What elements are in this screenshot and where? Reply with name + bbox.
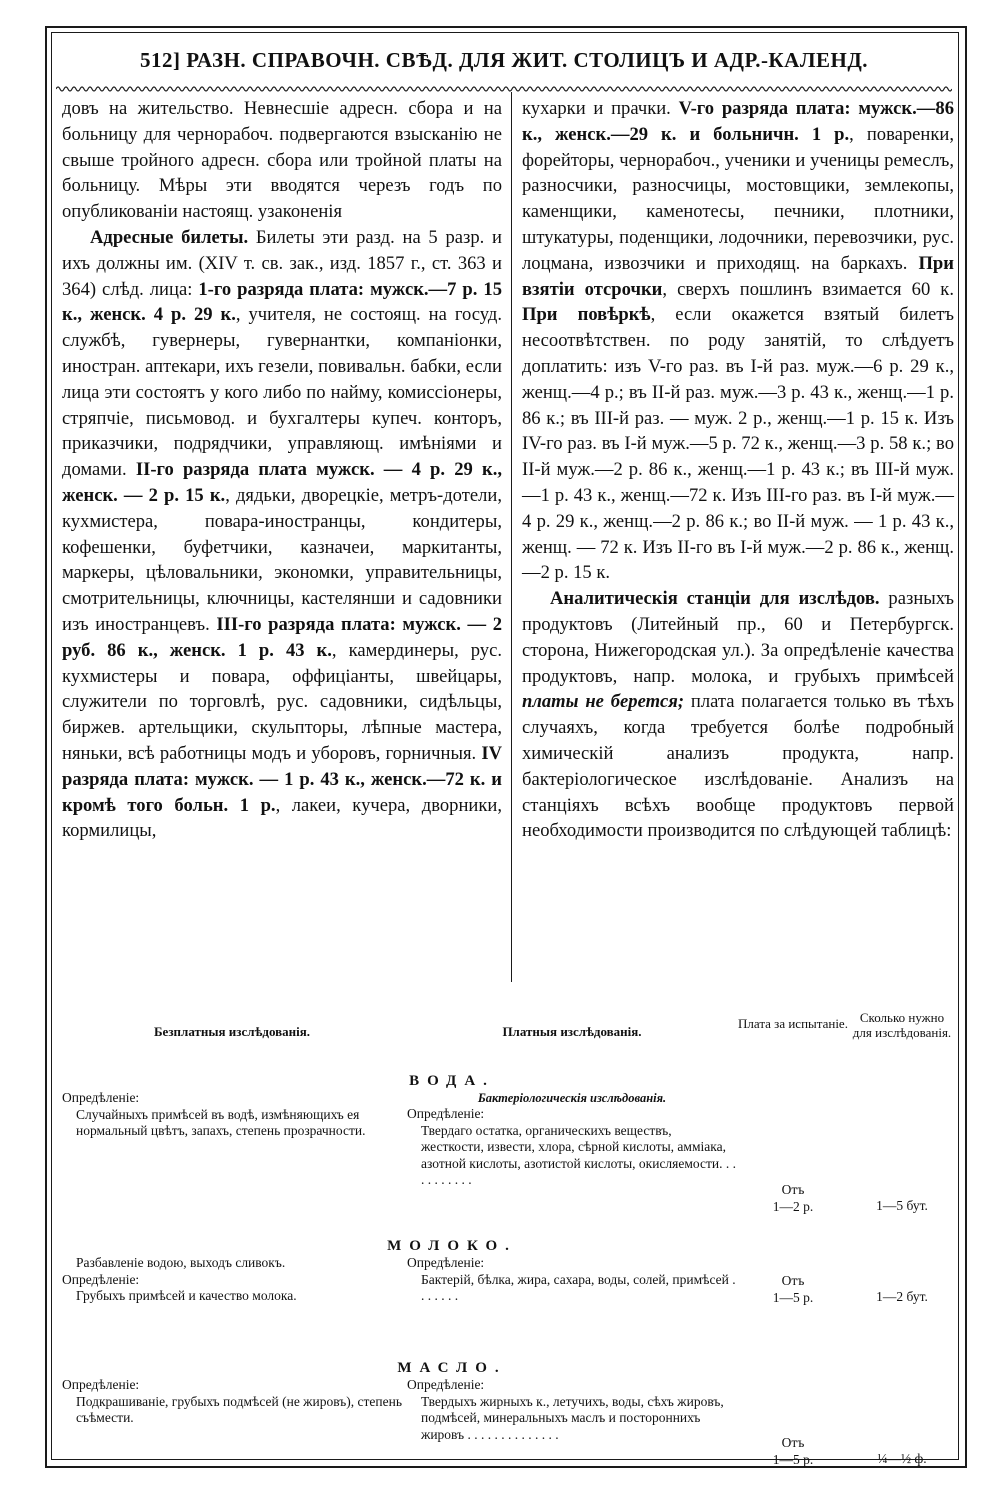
section-title: МАСЛО. <box>397 1360 507 1376</box>
paid-test-cell <box>407 1106 737 1189</box>
free-text: Подкрашиваніе, грубыхъ подмѣсей (не жировъ), степень съѣмести. <box>76 1393 402 1425</box>
free-test-cell <box>62 1255 402 1305</box>
right-column-paragraph: Аналитическія станціи для изслѣдов. разныхъ продуктовъ (Литейный пр., 60 и Петербургск. сторона, Нижегородская ул.). За опредѣленіе качества продуктовъ, напр. молока, и грубыхъ примѣсей платы не берется; плата полагается только въ тѣхъ случаяхъ, когда требуется болѣе подробный химическій анализъ продукта, напр. бактеріологическое изслѣдованіе. Анализъ на станціяхъ всѣхъ вообще продуктовъ первой необходимости производится по слѣдующей таблицѣ: <box>522 588 954 842</box>
header-free-tests: Безплатныя изслѣдованія. <box>153 1024 311 1039</box>
free-text: Грубыхъ примѣсей и качество молока. <box>76 1288 297 1303</box>
paid-text: Твердаго остатка, органическихъ веществъ, жесткости, извести, хлора, сѣрной кислоты, амміака, азотной кислоты, азотистой кислоты, окисляемости. . . . . . . . . . . <box>421 1122 736 1187</box>
paid-text: Твердыхъ жирныхъ к., летучихъ, воды, сѣхъ жировъ, подмѣсей, минеральныхъ маслъ и постороннихъ жировъ . . . . . . . . . . . . . . <box>421 1393 724 1442</box>
paid-label: Опредѣленіе: <box>407 1255 485 1270</box>
left-column-paragraph: довъ на жительство. Невнесшіе адресн. сбора и на больницу для чернорабоч. подвергаются взысканію не свыше тройного адресн. сбора или тройной платы на больницу. Мѣры эти вводятся черезъ годъ по опубликованіи настоящ. узаконенія <box>62 98 502 223</box>
price-cell: Отъ 1—5 р. <box>772 1435 814 1467</box>
section-subtitle: Бактеріологическія изслѣдованія. <box>477 1091 667 1105</box>
paid-test-cell <box>407 1377 737 1443</box>
left-column <box>62 96 502 844</box>
right-column <box>522 96 954 844</box>
section-title: МОЛОКО. <box>387 1238 517 1254</box>
paid-text: Бактерій, бѣлка, жира, сахара, воды, солей, примѣсей . . . . . . . <box>421 1271 736 1303</box>
section-title: ВОДА. <box>409 1073 495 1089</box>
free-test-cell <box>62 1377 402 1427</box>
price-cell: Отъ 1—5 р. <box>772 1273 814 1305</box>
quantity-cell: ¼—½ ф. <box>877 1451 927 1466</box>
wavy-rule <box>56 84 952 94</box>
free-text: Разбавленіе водою, выходъ сливокъ. <box>76 1255 286 1270</box>
free-text: Случайныхъ примѣсей въ водѣ, измѣняющихъ ея нормальный цвѣтъ, запахъ, степень прозрачности. <box>76 1106 366 1138</box>
free-label: Опредѣленіе: <box>62 1377 140 1392</box>
analysis-table <box>62 1010 954 1479</box>
header-price: Плата за испытаніе. <box>738 1016 848 1031</box>
table-sections <box>62 1072 954 1479</box>
header-paid-tests: Платныя изслѣдованія. <box>502 1024 642 1039</box>
quantity-cell: 1—5 бут. <box>876 1198 928 1213</box>
running-header: 512] РАЗН. СПРАВОЧН. СВѢД. ДЛЯ ЖИТ. СТОЛИЦЪ И АДР.-КАЛЕНД. <box>139 47 869 72</box>
quantity-cell: 1—2 бут. <box>876 1289 928 1304</box>
price-cell: Отъ 1—2 р. <box>772 1182 814 1214</box>
right-column-paragraph: кухарки и прачки. V-го разряда плата: мужск.—86 к., женск.—29 к. и больничн. 1 р., поваренки, форейторы, чернорабоч., ученики и ученицы ремеслъ, разносчики, разносчицы, мостовщики, землекопы, каменщики, каменотесы, печники, плотники, штукатуры, поденщики, лодочники, перевозчики, рус. лоцмана, извозчики и приходящ. на баркахъ. При взятіи отсрочки, сверхъ пошлинъ взимается 60 к. При повѣркѣ, если окажется взятый билетъ несоотвѣтствен. по роду занятій, то слѣдуетъ доплатить: изъ V-го раз. въ I-й раз. муж.—6 р. 29 к., женщ.—4 р.; въ II-й раз. муж.—3 р. 43 к., женщ.—1 р. 86 к.; въ III-й раз. — муж. 2 р., женщ.—1 р. 15 к. Изъ IV-го раз. въ I-й муж.—5 р. 72 к., женщ.—3 р. 58 к.; во II-й муж.—2 р. 86 к., женщ.—1 р. 43 к.; въ III-й муж.—1 р. 43 к., женщ.—72 к. Изъ III-го раз. въ I-й муж.—4 р. 29 к., женщ.—2 р. 86 к.; во II-й муж. — 1 р. 43 к., женщ. — 72 к. Изъ II-го въ I-й муж.—2 р. 86 к., женщ.—2 р. 15 к. <box>522 98 954 584</box>
table-section <box>62 1072 954 1237</box>
left-column-paragraph: Адресные билеты. Билеты эти разд. на 5 разр. и ихъ должны им. (XIV т. св. зак., изд. 1857 г., ст. 363 и 364) слѣд. лица: 1-го разряда плата: мужск.—7 р. 15 к., женск. 4 р. 29 к., учителя, не состоящ. на госуд. службѣ, гувернеры, гувернантки, компаніонки, иностран. аптекари, ихъ гезели, повивальн. бабки, если лица эти состоятъ у кого либо по найму, комиссіонеры, стряпчіе, письмовод. и бухгалтеры купеч. конторъ, приказчики, подрядчики, управляющ. имѣніями и домами. II-го разряда плата мужск. — 4 р. 29 к., женск. — 2 р. 15 к., дядьки, дворецкіе, метръ-дотели, кухмистера, повара-иностранцы, кондитеры, кофешенки, буфетчики, казначеи, маркитанты, маркеры, цѣловальники, экономки, управительницы, смотрительницы, ключницы, кастелянши и садовники изъ иностранцевъ. III-го разряда плата: мужск. — 2 руб. 86 к., женск. 1 р. 43 к., камердинеры, рус. кухмистеры и повара, оффиціанты, швейцары, служители по торговлѣ, рус. садовники, сидѣльцы, биржев. артельщики, скульпторы, лѣпные мастера, няньки, всѣ работницы модъ и уборовъ, горничныя. IV разряда плата: мужск. — 1 р. 43 к., женск.—72 к. и кромѣ того больн. 1 р., лакеи, кучера, дворники, кормилицы, <box>62 226 503 842</box>
table-section <box>62 1237 954 1359</box>
free-label: Опредѣленіе: <box>62 1271 140 1287</box>
header-quantity: Сколько нужно для изслѣдованія. <box>852 1010 952 1040</box>
free-label: Опредѣленіе: <box>62 1090 140 1105</box>
table-header <box>62 1010 954 1072</box>
paid-label: Опредѣленіе: <box>407 1377 485 1392</box>
free-test-cell <box>62 1090 402 1140</box>
paid-test-cell <box>407 1255 737 1305</box>
column-divider <box>511 92 512 982</box>
paid-label: Опредѣленіе: <box>407 1106 485 1121</box>
table-section <box>62 1359 954 1479</box>
